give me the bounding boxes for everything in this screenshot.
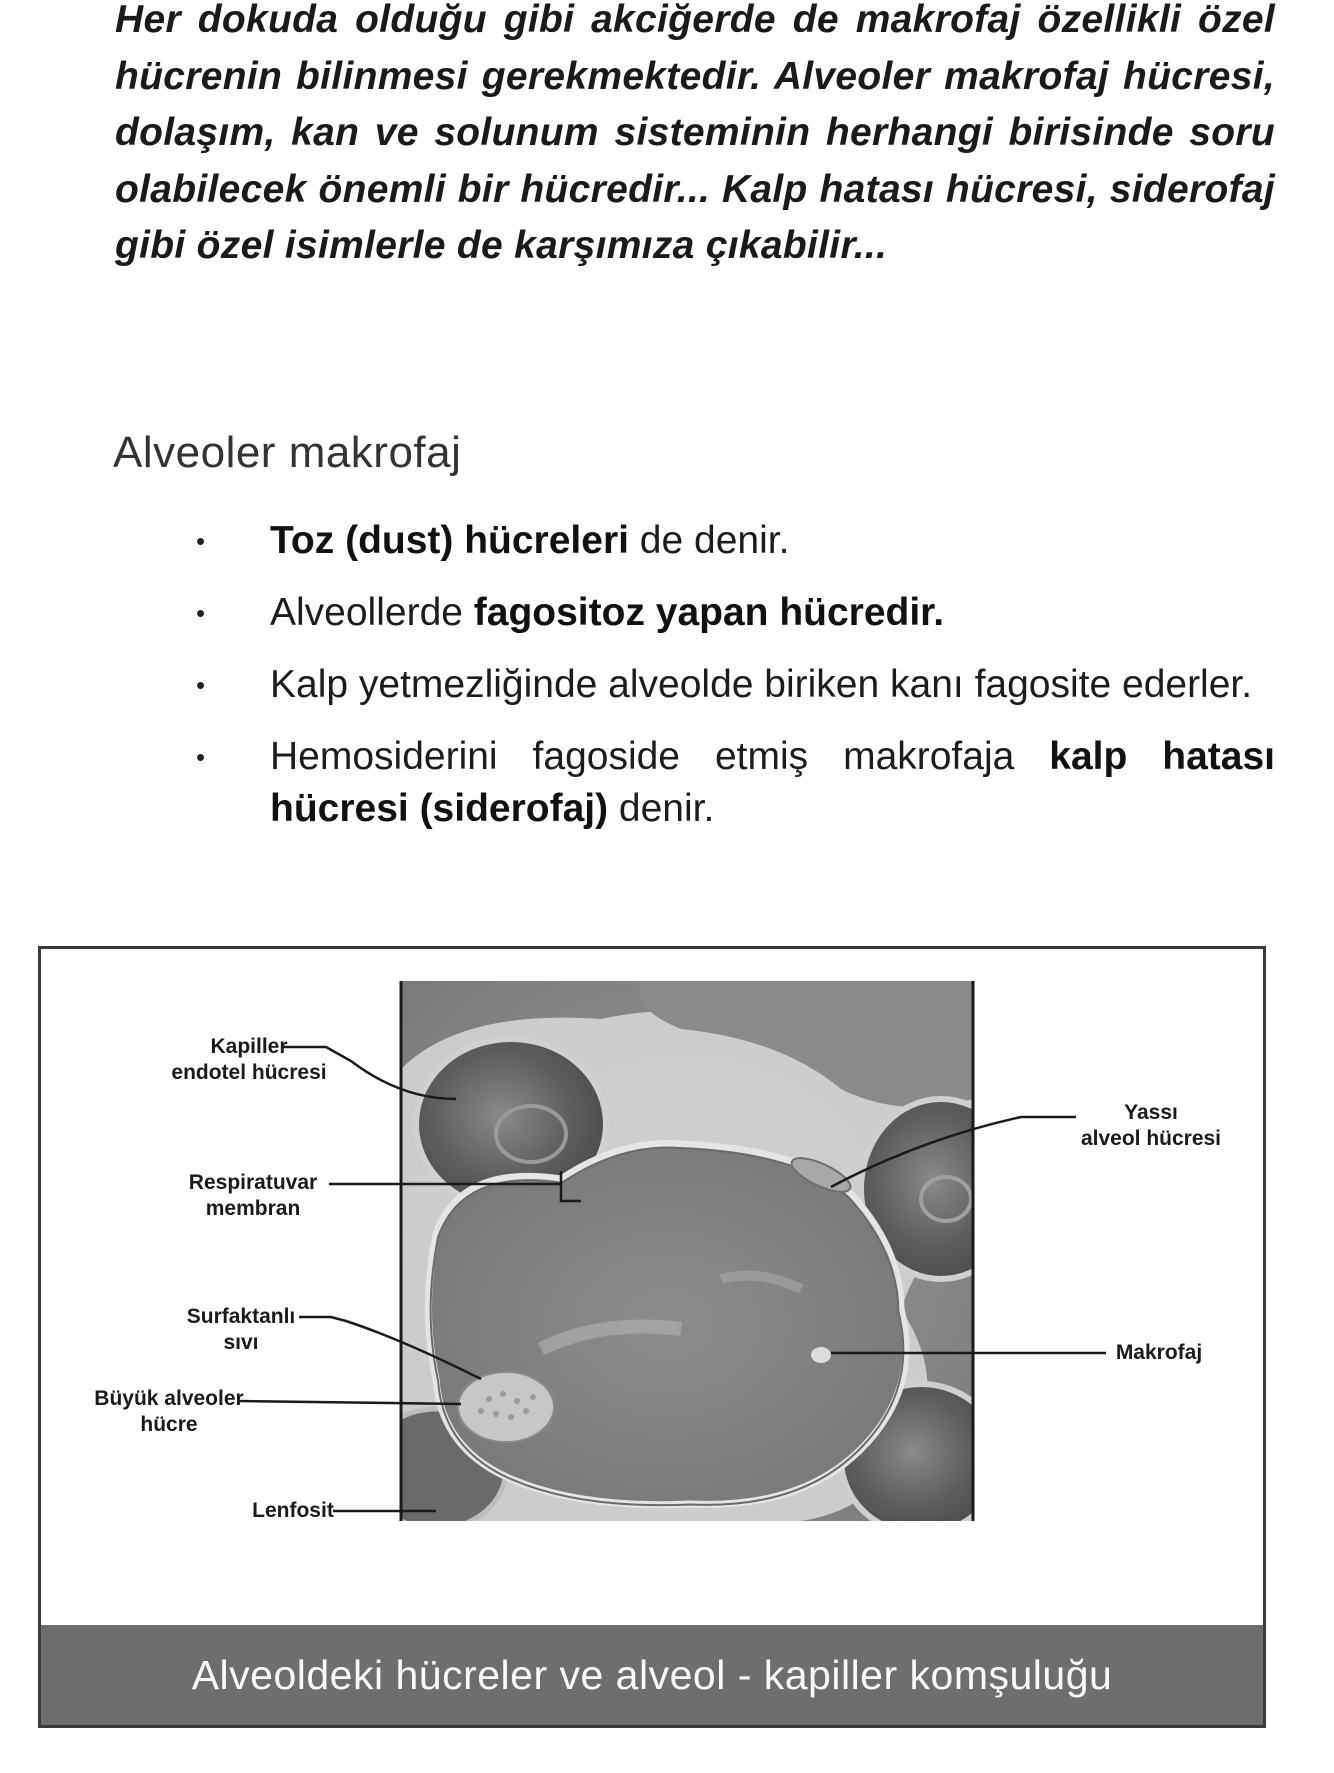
alveolus-illustration xyxy=(41,949,1263,1625)
bullet-item xyxy=(190,515,1275,567)
intro-paragraph: Her dokuda olduğu gibi akciğerde de makrofaj özellikli özel hücrenin bilinmesi gerekmektedir. Alveoler makrofaj hücresi, dolaşım, kan ve solunum sisteminin herhangi birisinde soru olabilecek önemli bir hücredir... Kalp hatası hücresi, siderofaj gibi özel isimlerle de karşımıza çıkabilir... xyxy=(115,0,1275,267)
label-membran: membran xyxy=(205,1197,301,1220)
bullet-text: Alveollerde xyxy=(270,591,474,634)
bullet-text: denir. xyxy=(608,787,715,830)
bullet-bold-text: fagositoz yapan hücredir. xyxy=(473,591,945,634)
bullet-item xyxy=(190,659,1275,711)
label-alveol-hucresi: alveol hücresi xyxy=(1080,1127,1222,1150)
bullet-bold-text: Toz (dust) hücreleri xyxy=(270,519,629,562)
label-surfaktanli: Surfaktanlı xyxy=(186,1305,296,1328)
bullet-text: Hemosiderini fagoside etmiş makrofaja xyxy=(270,735,1050,778)
micrograph-panel xyxy=(366,981,1021,1534)
label-lenfosit: Lenfosit xyxy=(252,1499,334,1522)
bullet-dot-icon: • xyxy=(196,670,206,700)
bullet-text: de denir. xyxy=(628,519,790,562)
bullet-text: Kalp yetmezliğinde alveolde biriken kanı fagosite ederler. xyxy=(270,663,1253,706)
bullet-item xyxy=(190,731,1275,835)
label-makrofaj: Makrofaj xyxy=(1115,1341,1203,1364)
label-hucre: hücre xyxy=(140,1413,198,1436)
label-kapiller: Kapiller xyxy=(210,1035,288,1058)
bullet-dot-icon: • xyxy=(196,742,206,772)
label-sivi: sıvı xyxy=(223,1331,259,1354)
bullet-bold-text: kalp hatası hücresi (siderofaj) xyxy=(270,735,1275,830)
label-buyuk-alveoler: Büyük alveoler xyxy=(94,1387,244,1410)
bullet-dot-icon: • xyxy=(196,526,206,556)
label-respiratuvar: Respiratuvar xyxy=(188,1171,318,1194)
bullet-dot-icon: • xyxy=(196,598,206,628)
figure-caption: Alveoldeki hücreler ve alveol - kapiller komşuluğu xyxy=(41,1625,1263,1725)
figure-box xyxy=(38,946,1266,1728)
bullet-item xyxy=(190,587,1275,639)
bullet-list xyxy=(190,515,1275,855)
label-endotel: endotel hücresi xyxy=(171,1061,327,1084)
type-two-cell xyxy=(458,1372,554,1442)
label-yassi: Yassı xyxy=(1124,1101,1178,1124)
section-heading: Alveoler makrofaj xyxy=(113,428,462,477)
